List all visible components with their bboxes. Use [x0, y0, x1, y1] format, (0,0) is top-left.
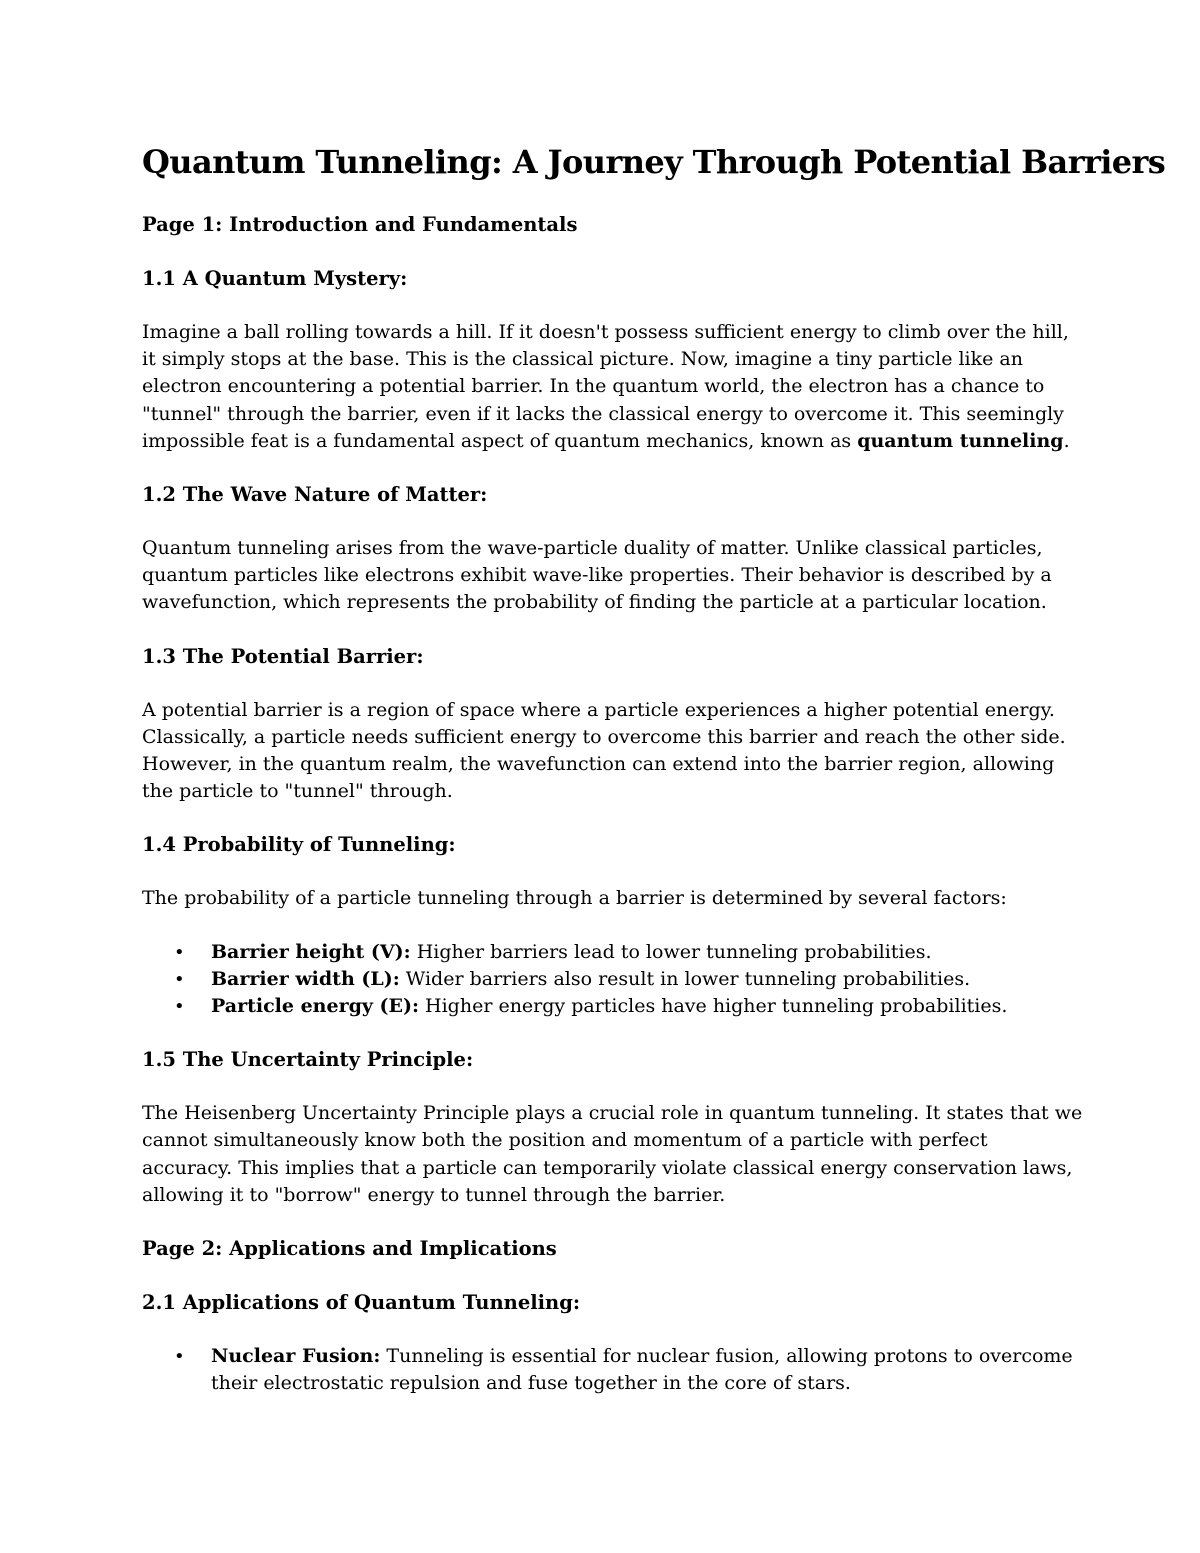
bullet-icon: •	[174, 996, 185, 1018]
bold-term: Particle energy (E):	[211, 995, 419, 1018]
paragraph-line: A potential barrier is a region of space where a particle experiences a higher potential energy.	[142, 698, 1055, 721]
bullet-icon: •	[174, 1346, 185, 1368]
paragraph-line: cannot simultaneously know both the position and momentum of a particle with perfect	[142, 1129, 988, 1152]
paragraph-line: wavefunction, which represents the probability of finding the particle at a particular location.	[142, 591, 1047, 614]
list-item	[142, 1343, 1073, 1397]
list-item	[142, 966, 1062, 993]
page2-heading: Page 2: Applications and Implications	[142, 1237, 557, 1261]
section-1-1-heading: 1.1 A Quantum Mystery:	[142, 267, 408, 290]
list-item-text: Tunneling is essential for nuclear fusion, allowing protons to overcome	[380, 1345, 1073, 1368]
paragraph-line: it simply stops at the base. This is the classical picture. Now, imagine a tiny particle like an	[142, 348, 1023, 371]
list-item-text: Wider barriers also result in lower tunneling probabilities.	[399, 967, 971, 990]
section-1-3-heading: 1.3 The Potential Barrier:	[142, 644, 424, 668]
paragraph-line	[142, 428, 1070, 455]
paragraph-line: electron encountering a potential barrier. In the quantum world, the electron has a chance to	[142, 375, 1045, 398]
paragraph-line: quantum particles like electrons exhibit wave-like properties. Their behavior is described by a	[142, 564, 1052, 587]
section-1-4-intro	[142, 885, 1062, 912]
applications-list	[142, 1343, 1073, 1397]
list-item	[142, 939, 1062, 966]
bold-term: Nuclear Fusion:	[211, 1345, 381, 1368]
bullet-icon: •	[174, 968, 185, 990]
section-1-4-heading: 1.4 Probability of Tunneling:	[142, 833, 456, 857]
section-1-2-paragraph	[142, 535, 1062, 617]
bold-term: quantum tunneling	[857, 429, 1064, 452]
list-item-text: their electrostatic repulsion and fuse together in the core of stars.	[211, 1372, 851, 1395]
list-item	[142, 993, 1062, 1020]
section-1-3-paragraph	[142, 697, 1066, 806]
paragraph-line: "tunnel" through the barrier, even if it lacks the classical energy to overcome it. This seemingly	[142, 402, 1064, 425]
paragraph-line: Imagine a ball rolling towards a hill. If it doesn't possess sufficient energy to climb over the hill,	[142, 321, 1069, 343]
bold-term: Barrier width (L):	[211, 967, 400, 990]
paragraph-line: allowing it to "borrow" energy to tunnel through the barrier.	[142, 1183, 726, 1206]
bullet-icon: •	[174, 941, 185, 963]
section-1-2-heading: 1.2 The Wave Nature of Matter:	[142, 483, 488, 507]
section-1-5-paragraph	[142, 1100, 1083, 1209]
paragraph-line: accuracy. This implies that a particle can temporarily violate classical energy conservation laws,	[142, 1156, 1073, 1179]
page1-heading: Page 1: Introduction and Fundamentals	[142, 213, 578, 236]
section-2-1-heading: 2.1 Applications of Quantum Tunneling:	[142, 1291, 581, 1315]
paragraph-line: Classically, a particle needs sufficient energy to overcome this barrier and reach the other side.	[142, 725, 1066, 748]
list-item-text: Higher energy particles have higher tunneling probabilities.	[419, 995, 1008, 1018]
document-page	[142, 140, 1166, 1423]
bold-term: Barrier height (V):	[211, 940, 411, 963]
paragraph-line: The Heisenberg Uncertainty Principle plays a crucial role in quantum tunneling. It states that we	[142, 1102, 1083, 1125]
line-text: impossible feat is a fundamental aspect of quantum mechanics, known as	[142, 429, 858, 452]
paragraph-line: The probability of a particle tunneling through a barrier is determined by several factors:	[142, 887, 1007, 910]
line-text: .	[1063, 429, 1070, 452]
list-item-text: Higher barriers lead to lower tunneling probabilities.	[410, 940, 932, 963]
paragraph-line: Quantum tunneling arises from the wave-particle duality of matter. Unlike classical particles,	[142, 537, 1043, 560]
factors-list	[142, 939, 1062, 1021]
paragraph-line: However, in the quantum realm, the wavefunction can extend into the barrier region, allowing	[142, 753, 1055, 776]
document-title: Quantum Tunneling: A Journey Through Potential Barriers	[142, 143, 1166, 181]
section-1-1-paragraph	[142, 319, 1070, 455]
section-1-5-heading: 1.5 The Uncertainty Principle:	[142, 1048, 474, 1072]
paragraph-line: the particle to "tunnel" through.	[142, 780, 453, 803]
